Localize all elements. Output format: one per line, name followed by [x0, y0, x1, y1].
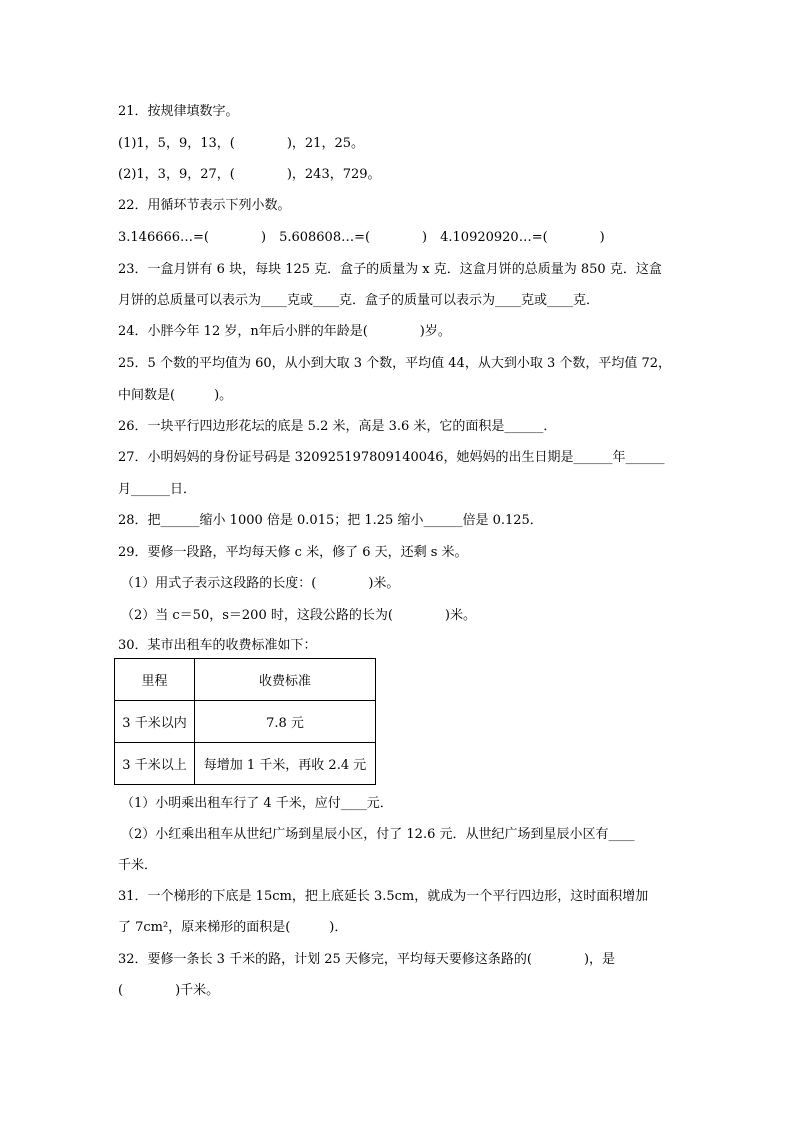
table-header-cell: 里程 [115, 659, 195, 701]
line-q24: 24．小胖今年 12 岁，n年后小胖的年龄是( )岁。 [118, 324, 451, 339]
line-q21-1: (1)1，5，9，13，( )，21，25。 [118, 136, 364, 151]
table-row [115, 743, 376, 785]
line-q32-b: ( )千米。 [118, 983, 220, 998]
table-row [115, 701, 376, 743]
line-q30: 30．某市出租车的收费标准如下： [118, 638, 317, 653]
line-q21-2: (2)1，3，9，27，( )，243，729。 [118, 167, 381, 182]
line-q29: 29．要修一段路，平均每天修 c 米，修了 6 天，还剩 s 米。 [118, 545, 468, 560]
table-cell: 每增加 1 千米，再收 2.4 元 [195, 743, 376, 785]
line-q30-2-b: 千米． [118, 858, 158, 873]
line-q26: 26．一块平行四边形花坛的底是 5.2 米，高是 3.6 米，它的面积是______． [118, 419, 557, 434]
line-q31-b: 了 7cm²，原来梯形的面积是( )． [118, 920, 348, 935]
line-q22-decimals: 3.146666…=( ) 5.608608…=( ) 4.10920920…=( ) [118, 230, 605, 245]
line-q31-a: 31．一个梯形的下底是 15cm，把上底延长 3.5cm，就成为一个平行四边形，这时面积增加 [118, 889, 649, 904]
line-q32-a: 32．要修一条长 3 千米的路，计划 25 天修完，平均每天要修这条路的( )，是 [118, 952, 616, 967]
table-cell: 3 千米以内 [115, 701, 195, 743]
fee-table [114, 658, 376, 785]
line-q30-2-a: （2）小红乘出租车从世纪广场到星辰小区，付了 12.6 元．从世纪广场到星辰小区有____ [121, 827, 635, 842]
line-q30-1: （1）小明乘出租车行了 4 千米，应付____元． [121, 796, 393, 811]
line-q23-b: 月饼的总质量可以表示为____克或____克．盒子的质量可以表示为____克或____克． [118, 293, 600, 308]
line-q23-a: 23．一盒月饼有 6 块，每块 125 克．盒子的质量为 x 克．这盒月饼的总质量为 850 克．这盒 [118, 262, 662, 277]
line-q25-b: 中间数是( )。 [118, 388, 233, 403]
line-q27-a: 27．小明妈妈的身份证号码是 320925197809140046，她妈妈的出生日期是______年______ [118, 450, 665, 465]
table-header-cell: 收费标准 [195, 659, 376, 701]
line-q22: 22．用循环节表示下列小数。 [118, 198, 291, 213]
line-q28: 28．把______缩小 1000 倍是 0.015；把 1.25 缩小______倍是 0.125． [118, 513, 543, 528]
line-q29-1: （1）用式子表示这段路的长度：( )米。 [121, 576, 400, 591]
table-cell: 7.8 元 [195, 701, 376, 743]
line-q29-2: （2）当 c＝50，s＝200 时，这段公路的长为( )米。 [121, 608, 476, 623]
line-q21: 21．按规律填数字。 [118, 104, 239, 119]
line-q25-a: 25．5 个数的平均值为 60，从小到大取 3 个数，平均值 44，从大到小取 3 个数，平均值 72， [118, 356, 672, 371]
table-header-row [115, 659, 376, 701]
table-cell: 3 千米以上 [115, 743, 195, 785]
line-q27-b: 月______日． [118, 482, 197, 497]
